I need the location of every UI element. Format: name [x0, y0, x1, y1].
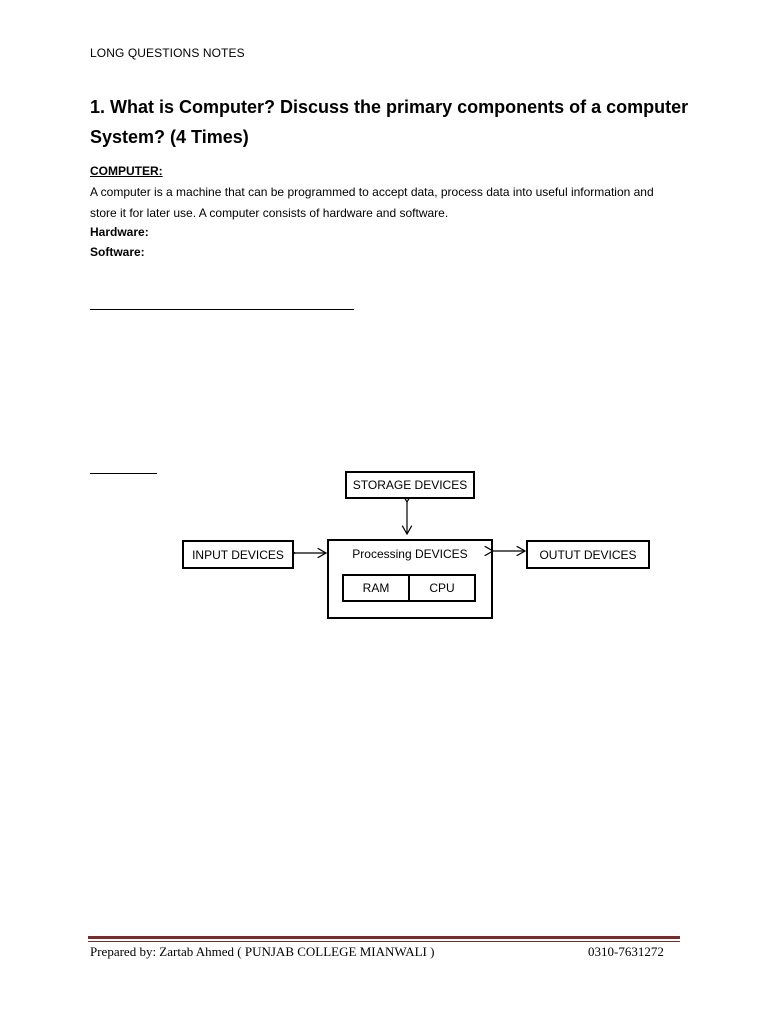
- storage-devices-box: STORAGE DEVICES: [345, 471, 475, 499]
- footer-prepared-by: Prepared by: Zartab Ahmed ( PUNJAB COLLEGE MIANWALI ): [90, 944, 435, 959]
- processing-devices-label: Processing DEVICES: [352, 547, 468, 561]
- ram-box: RAM: [342, 574, 410, 602]
- software-label: Software:: [90, 245, 145, 259]
- footer-rule-thick: [88, 936, 680, 939]
- processing-devices-box: [327, 539, 493, 619]
- blank-rule-short: [90, 473, 157, 474]
- hardware-label: Hardware:: [90, 225, 149, 239]
- page-header-note: LONG QUESTIONS NOTES: [90, 46, 245, 60]
- computer-definition: A computer is a machine that can be programmed to accept data, process data into useful information and store it for later use. A computer consists of hardware and software.: [90, 185, 654, 220]
- computer-heading: COMPUTER:: [90, 164, 163, 178]
- footer-phone: 0310-7631272: [588, 944, 664, 959]
- input-devices-box: INPUT DEVICES: [182, 540, 294, 569]
- output-devices-box: OUTUT DEVICES: [526, 540, 650, 569]
- cpu-box: CPU: [408, 574, 476, 602]
- footer-rule-thin: [88, 941, 680, 942]
- question-title: 1. What is Computer? Discuss the primary components of a computer System? (4 Times): [90, 97, 689, 147]
- blank-rule-long: [90, 309, 354, 310]
